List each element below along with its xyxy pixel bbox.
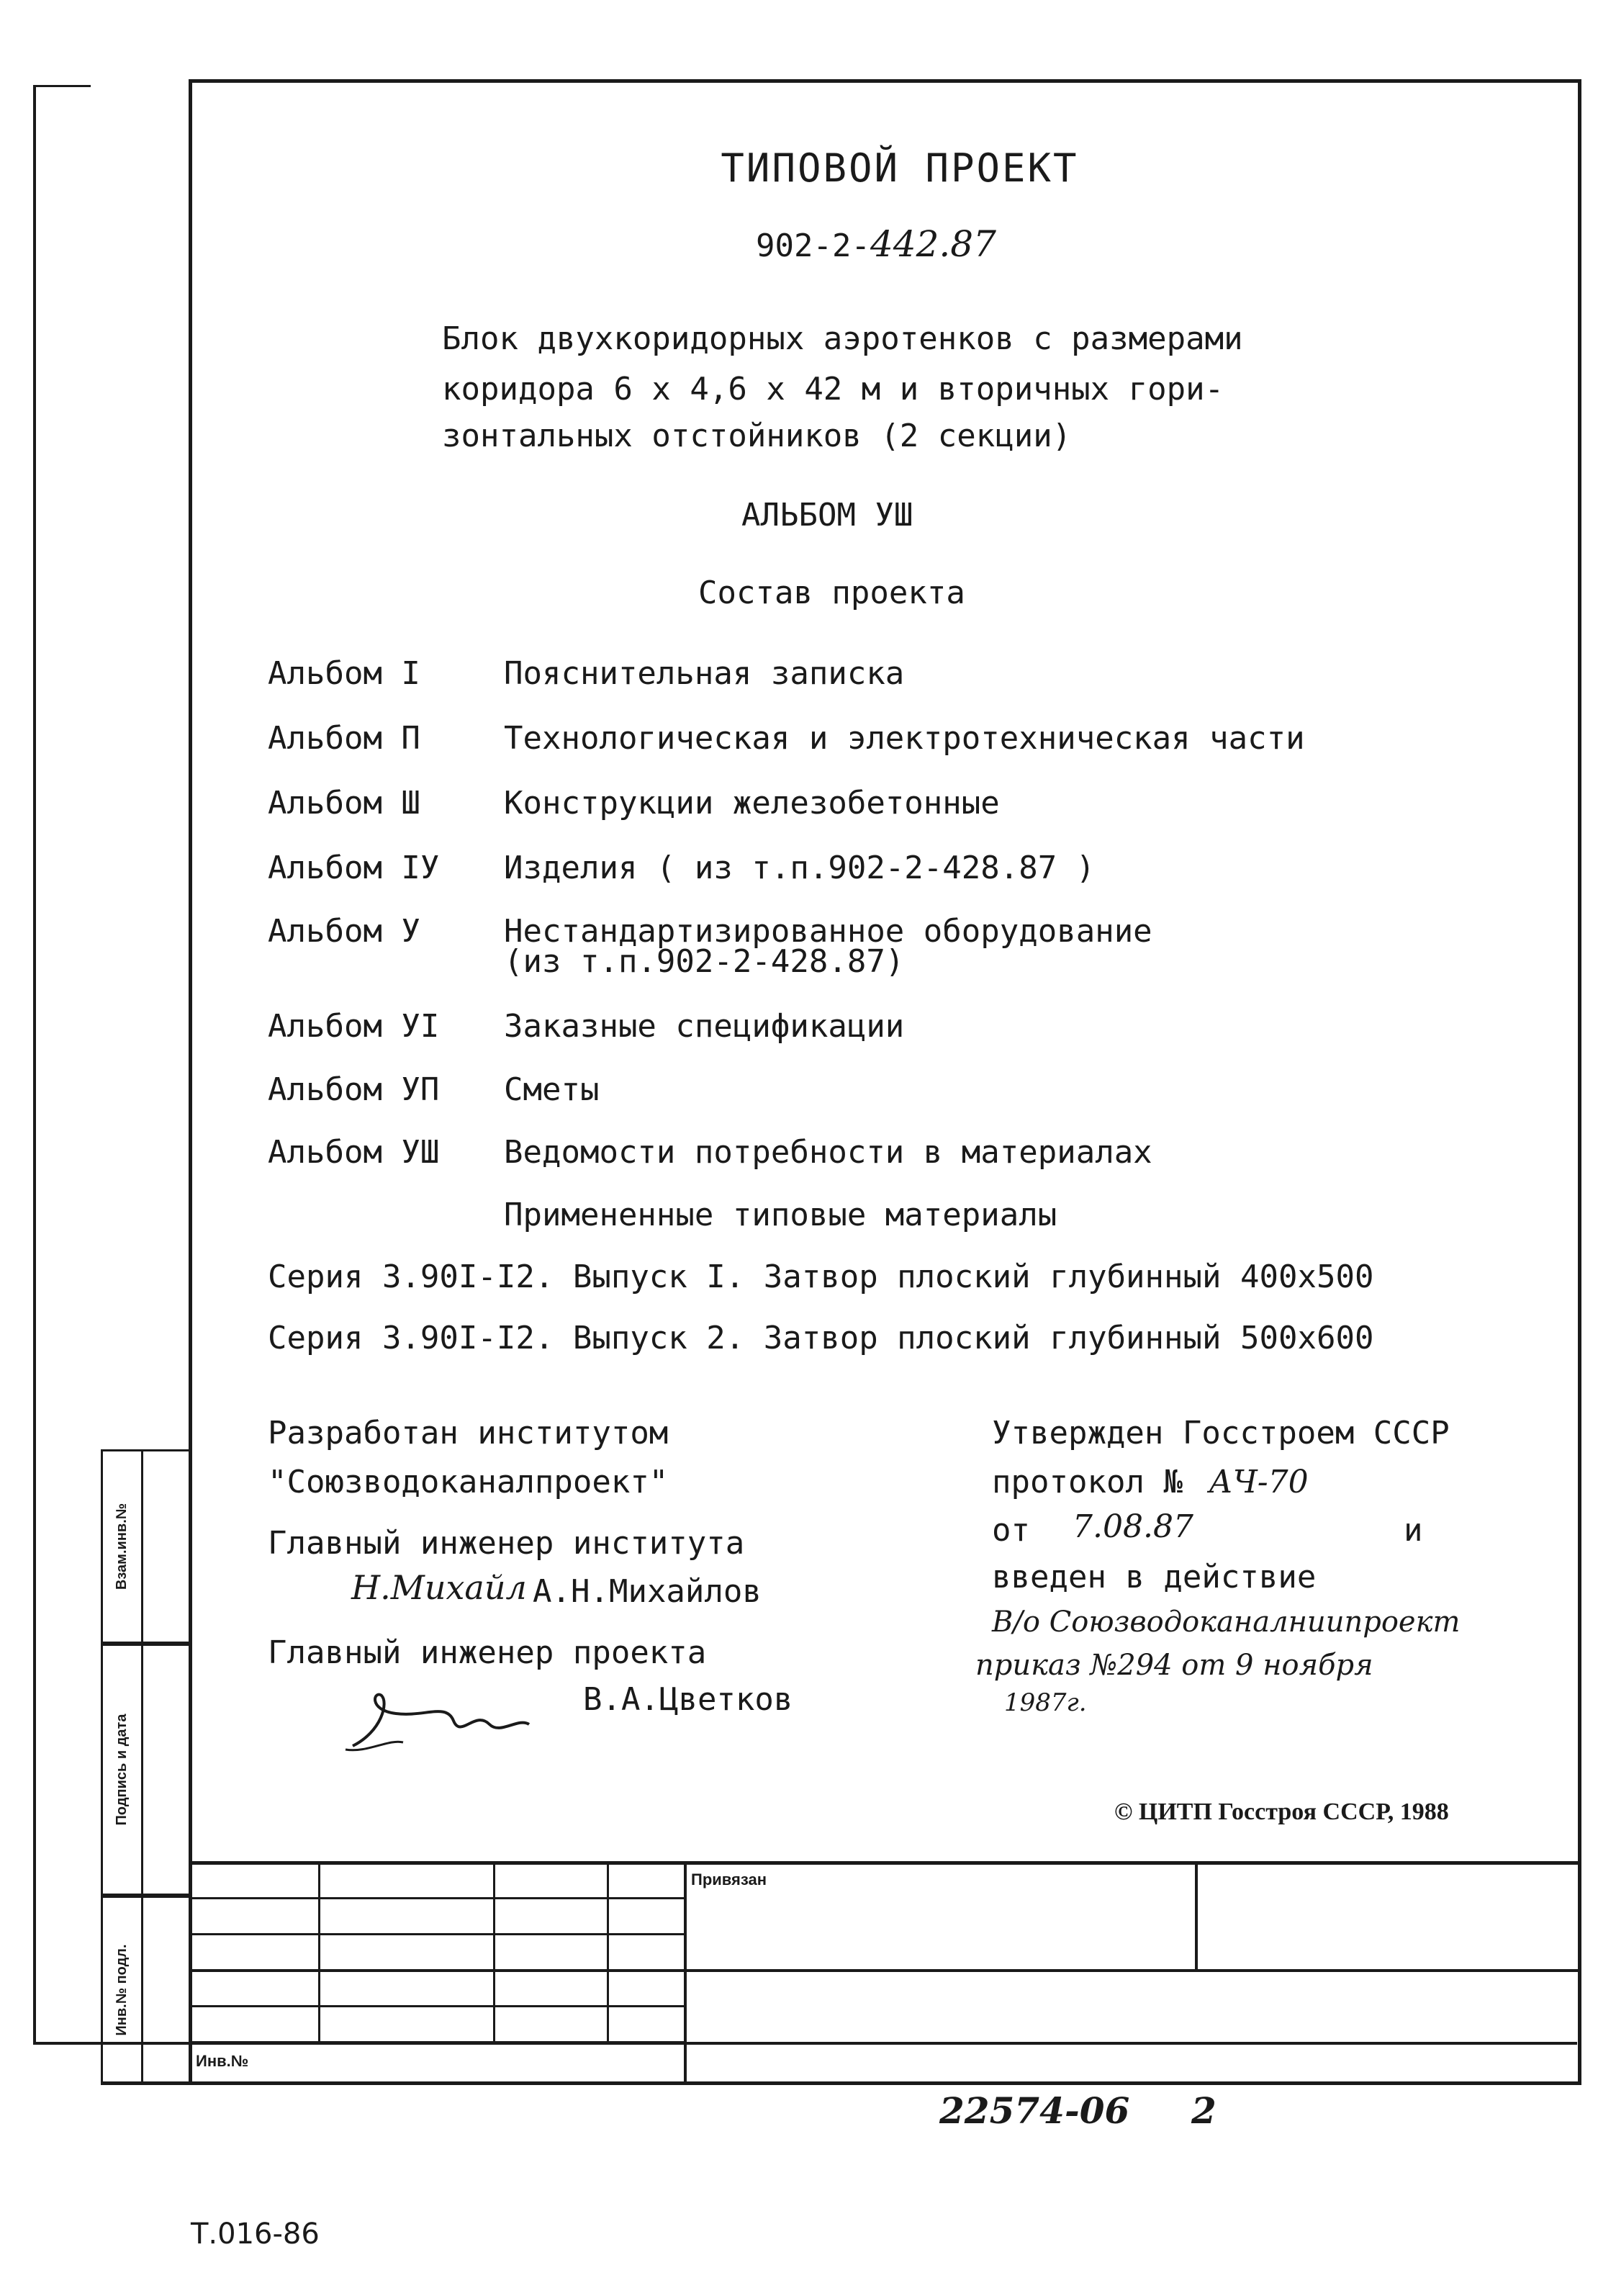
protocol-label: протокол №	[992, 1464, 1183, 1500]
handwritten-order-line-2: приказ №294 от 9 ноября	[975, 1649, 1373, 1682]
composition-heading: Состав проекта	[698, 575, 965, 611]
page-number: 2	[1191, 2089, 1216, 2132]
tb-row-2	[189, 1933, 685, 1935]
tb-col-1	[318, 1861, 320, 2041]
tb-row-4	[189, 2005, 685, 2007]
from-label: от	[992, 1512, 1030, 1549]
side-label-vzam-inv: Взам.инв.№	[114, 1503, 130, 1590]
frame-inner-right	[1578, 79, 1581, 2085]
frame-inner-top	[189, 79, 1581, 83]
tb-row-5	[189, 2041, 685, 2043]
signature-mikhailov: Н.Михайл	[351, 1568, 527, 1607]
album-text: Пояснительная записка	[504, 655, 905, 692]
album-label: Альбом УП	[268, 1071, 440, 1108]
album-label: Альбом IУ	[268, 850, 440, 886]
handwritten-order-line-3: 1987г.	[1004, 1688, 1087, 1717]
album-text: Конструкции железобетонные	[504, 785, 1000, 821]
frame-left-outer	[33, 85, 36, 2043]
frame-top-outer-stub	[33, 85, 91, 87]
applied-materials-heading: Примененные типовые материалы	[504, 1197, 1057, 1233]
developer-line-1: Разработан институтом	[268, 1415, 669, 1451]
tb-col-4	[684, 1861, 687, 2084]
approval-line-1: Утвержден Госстроем СССР	[992, 1415, 1450, 1451]
chief-engineer-institute-label: Главный инженер института	[268, 1525, 745, 1562]
copyright: © ЦИТП Госстроя СССР, 1988	[1114, 1798, 1449, 1825]
album-text: Сметы	[504, 1071, 600, 1108]
tb-col-2	[493, 1861, 495, 2041]
series-line-1: Серия 3.90I-I2. Выпуск I. Затвор плоский глубинный 400х500	[268, 1259, 1374, 1295]
chief-engineer-project-label: Главный инженер проекта	[268, 1634, 707, 1671]
album-label: Альбом Ш	[268, 785, 420, 821]
chief-engineer-institute-name: А.Н.Михайлов	[533, 1573, 762, 1610]
album-text: Ведомости потребности в материалах	[504, 1134, 1152, 1171]
description-line-3: зонтальных отстойников (2 секции)	[442, 418, 1072, 454]
side-label-inv-podl: Инв.№ подл.	[114, 1944, 130, 2036]
inv-label: Инв.№	[196, 2052, 249, 2070]
album-text: Технологическая и электротехническая части	[504, 720, 1305, 757]
tb-row-3	[189, 1969, 1581, 1972]
album-text: Нестандартизированное оборудование	[504, 913, 1152, 950]
album-text: Изделия ( из т.п.902-2-428.87 )	[504, 850, 1096, 886]
developer-line-2: "Союзводоканалпроект"	[268, 1464, 669, 1500]
signature-tsvetkov	[338, 1681, 540, 1760]
project-code	[756, 223, 996, 265]
series-line-2: Серия 3.90I-I2. Выпуск 2. Затвор плоский глубинный 500х600	[268, 1320, 1374, 1356]
album-text: Заказные спецификации	[504, 1008, 905, 1045]
album-label: Альбом УШ	[268, 1134, 440, 1171]
privyazan-label: Привязан	[691, 1870, 767, 1888]
chief-engineer-project-name: В.А.Цветков	[583, 1681, 793, 1718]
description-line-1: Блок двухкоридорных аэротенков с размерами	[442, 320, 1243, 357]
tb-top	[189, 1861, 1581, 1865]
project-code-handwritten: 442.87	[870, 223, 996, 265]
album-text-continued: (из т.п.902-2-428.87)	[504, 943, 905, 980]
tb-col-3	[607, 1861, 609, 2041]
side-label-podpis-data: Подпись и дата	[114, 1714, 130, 1826]
side-stamp-divider	[141, 1449, 143, 2083]
enacted-label: введен в действие	[992, 1559, 1317, 1595]
form-code: Т.016-86	[191, 2218, 320, 2251]
frame-inner-bottom	[101, 2081, 1581, 2085]
protocol-line	[992, 1464, 1309, 1500]
album-label: Альбом П	[268, 720, 420, 757]
album-label: Альбом УI	[268, 1008, 440, 1045]
doc-number: 22574-06	[939, 2089, 1130, 2132]
album-label: Альбом I	[268, 655, 420, 692]
handwritten-order-line-1: В/о Союзводоканалниипроект	[992, 1606, 1461, 1639]
description-line-2: коридора 6 х 4,6 х 42 м и вторичных гори-	[442, 371, 1224, 408]
project-title: ТИПОВОЙ ПРОЕКТ	[721, 145, 1079, 191]
album-title: АЛЬБОМ УШ	[741, 497, 913, 534]
tb-col-5	[1195, 1861, 1198, 1971]
project-code-prefix: 902-2-	[756, 228, 870, 264]
and-label: и	[1404, 1512, 1423, 1549]
tb-row-1	[189, 1897, 685, 1899]
protocol-number: АЧ-70	[1209, 1464, 1309, 1500]
from-date: 7.08.87	[1073, 1508, 1193, 1545]
album-label: Альбом У	[268, 913, 420, 950]
